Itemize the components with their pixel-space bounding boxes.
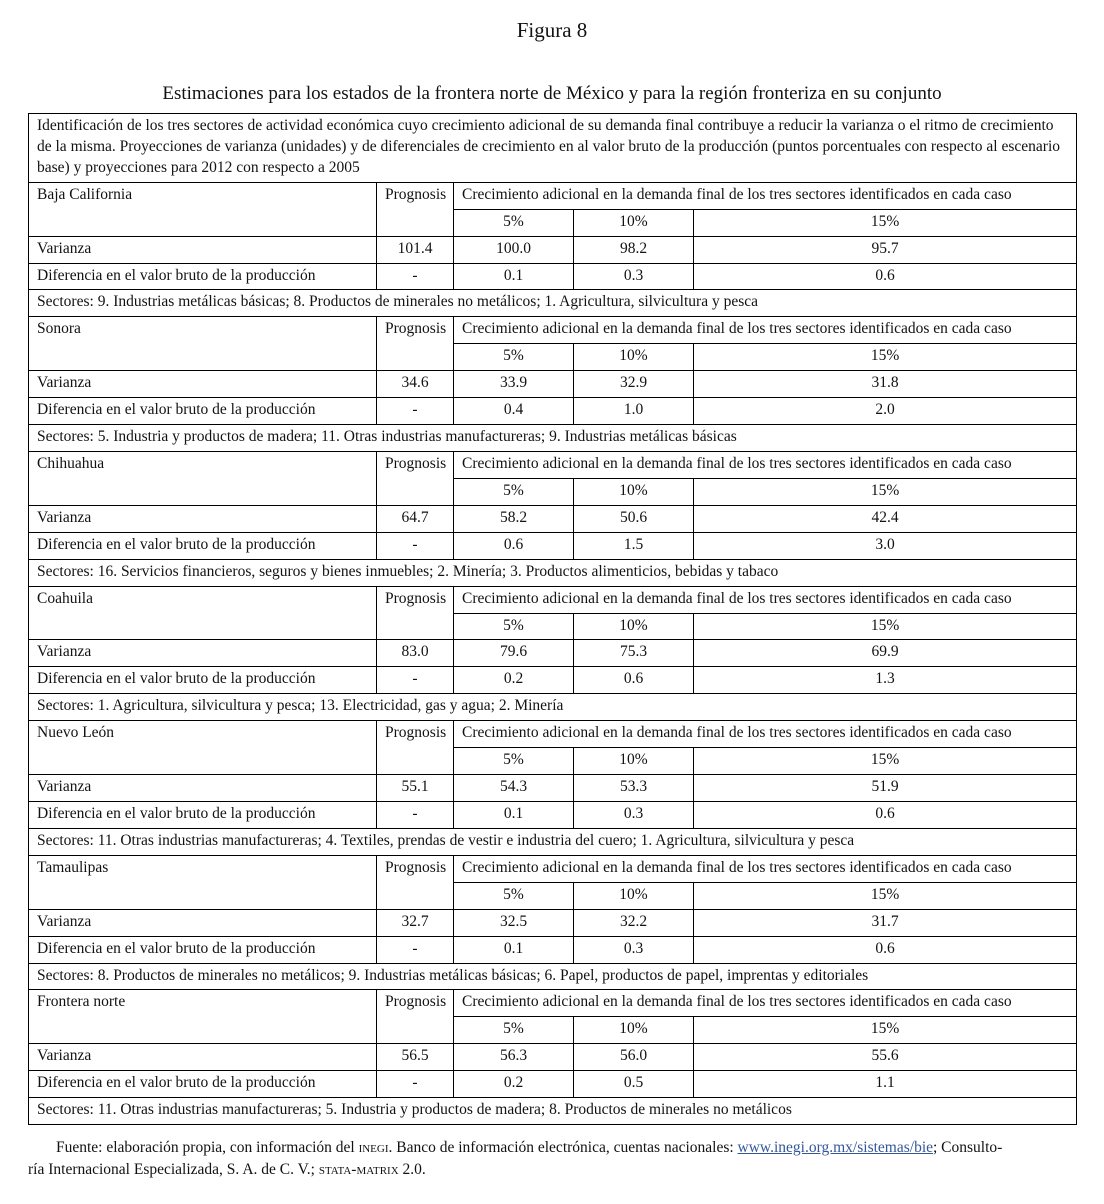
diferencia-5: 0.1 <box>454 801 574 828</box>
diferencia-label: Diferencia en el valor bruto de la producción <box>29 263 377 290</box>
table-row <box>29 828 1077 855</box>
pct-header-10: 10% <box>574 882 694 909</box>
figure-label: Figura 8 <box>516 18 588 42</box>
pct-header-15: 15% <box>694 882 1077 909</box>
diferencia-10: 0.3 <box>574 936 694 963</box>
growth-header: Crecimiento adicional en la demanda final de los tres sectores identificados en cada caso <box>454 586 1077 613</box>
prognosis-label: Prognosis <box>377 855 454 909</box>
region-cell: Chihuahua <box>29 451 377 505</box>
diferencia-5: 0.4 <box>454 398 574 425</box>
varianza-15: 31.8 <box>694 371 1077 398</box>
varianza-15: 31.7 <box>694 909 1077 936</box>
varianza-15: 95.7 <box>694 236 1077 263</box>
prognosis-label: Prognosis <box>377 721 454 775</box>
diferencia-prognosis: - <box>377 532 454 559</box>
region-cell: Frontera norte <box>29 990 377 1044</box>
varianza-prognosis: 101.4 <box>377 236 454 263</box>
pct-header-10: 10% <box>574 748 694 775</box>
varianza-5: 54.3 <box>454 775 574 802</box>
diferencia-prognosis: - <box>377 398 454 425</box>
diferencia-label: Diferencia en el valor bruto de la producción <box>29 801 377 828</box>
diferencia-15: 1.3 <box>694 667 1077 694</box>
table-row <box>29 425 1077 452</box>
prognosis-label: Prognosis <box>377 317 454 371</box>
source-text: ría Internacional Especializada, S. A. de C. V.; <box>28 1160 319 1178</box>
varianza-prognosis: 56.5 <box>377 1044 454 1071</box>
diferencia-15: 0.6 <box>694 801 1077 828</box>
table-row <box>29 451 1077 478</box>
varianza-5: 58.2 <box>454 505 574 532</box>
varianza-10: 56.0 <box>574 1044 694 1071</box>
table-row <box>29 398 1077 425</box>
sectores-cell: Sectores: 1. Agricultura, silvicultura y pesca; 13. Electricidad, gas y agua; 2. Minería <box>29 694 1077 721</box>
growth-header: Crecimiento adicional en la demanda final de los tres sectores identificados en cada caso <box>454 451 1077 478</box>
estimates-table <box>28 113 1077 1125</box>
growth-header: Crecimiento adicional en la demanda final de los tres sectores identificados en cada caso <box>454 990 1077 1017</box>
diferencia-15: 0.6 <box>694 936 1077 963</box>
table-row <box>29 990 1077 1017</box>
stata-matrix-label: stata-matrix <box>318 1160 399 1178</box>
varianza-15: 42.4 <box>694 505 1077 532</box>
varianza-10: 32.9 <box>574 371 694 398</box>
table-row <box>29 721 1077 748</box>
prognosis-label: Prognosis <box>377 182 454 236</box>
varianza-5: 32.5 <box>454 909 574 936</box>
diferencia-5: 0.1 <box>454 263 574 290</box>
pct-header-10: 10% <box>574 344 694 371</box>
inegi-label: inegi <box>358 1139 389 1157</box>
pct-header-15: 15% <box>694 613 1077 640</box>
table-row <box>29 1044 1077 1071</box>
pct-header-10: 10% <box>574 613 694 640</box>
pct-header-15: 15% <box>694 1017 1077 1044</box>
table-row <box>29 532 1077 559</box>
table-row <box>29 936 1077 963</box>
diferencia-label: Diferencia en el valor bruto de la producción <box>29 667 377 694</box>
growth-header: Crecimiento adicional en la demanda final de los tres sectores identificados en cada caso <box>454 855 1077 882</box>
diferencia-5: 0.2 <box>454 667 574 694</box>
varianza-label: Varianza <box>29 909 377 936</box>
diferencia-15: 3.0 <box>694 532 1077 559</box>
varianza-5: 79.6 <box>454 640 574 667</box>
varianza-label: Varianza <box>29 505 377 532</box>
growth-header: Crecimiento adicional en la demanda final de los tres sectores identificados en cada caso <box>454 721 1077 748</box>
diferencia-prognosis: - <box>377 667 454 694</box>
pct-header-10: 10% <box>574 1017 694 1044</box>
varianza-5: 100.0 <box>454 236 574 263</box>
diferencia-label: Diferencia en el valor bruto de la producción <box>29 1071 377 1098</box>
pct-header-10: 10% <box>574 478 694 505</box>
table-row <box>29 114 1077 183</box>
pct-header-15: 15% <box>694 748 1077 775</box>
sectores-cell: Sectores: 11. Otras industrias manufactureras; 4. Textiles, prendas de vestir e industria del cuero; 1. Agricultura, silvicultura y pesca <box>29 828 1077 855</box>
region-cell: Baja California <box>29 182 377 236</box>
diferencia-10: 1.0 <box>574 398 694 425</box>
varianza-label: Varianza <box>29 775 377 802</box>
inegi-link[interactable]: www.inegi.org.mx/sistemas/bie <box>737 1139 933 1157</box>
varianza-prognosis: 55.1 <box>377 775 454 802</box>
pct-header-5: 5% <box>454 748 574 775</box>
pct-header-15: 15% <box>694 478 1077 505</box>
table-row <box>29 640 1077 667</box>
table-row <box>29 855 1077 882</box>
diferencia-10: 1.5 <box>574 532 694 559</box>
varianza-10: 32.2 <box>574 909 694 936</box>
table-row <box>29 1071 1077 1098</box>
varianza-5: 33.9 <box>454 371 574 398</box>
diferencia-label: Diferencia en el valor bruto de la producción <box>29 532 377 559</box>
diferencia-15: 1.1 <box>694 1071 1077 1098</box>
table-row <box>29 586 1077 613</box>
pct-header-15: 15% <box>694 344 1077 371</box>
growth-header: Crecimiento adicional en la demanda final de los tres sectores identificados en cada caso <box>454 317 1077 344</box>
growth-header: Crecimiento adicional en la demanda final de los tres sectores identificados en cada caso <box>454 182 1077 209</box>
diferencia-label: Diferencia en el valor bruto de la producción <box>29 398 377 425</box>
table-row <box>29 182 1077 209</box>
diferencia-prognosis: - <box>377 263 454 290</box>
table-row <box>29 505 1077 532</box>
varianza-prognosis: 32.7 <box>377 909 454 936</box>
region-cell: Tamaulipas <box>29 855 377 909</box>
table-row <box>29 290 1077 317</box>
pct-header-5: 5% <box>454 344 574 371</box>
diferencia-5: 0.2 <box>454 1071 574 1098</box>
pct-header-5: 5% <box>454 613 574 640</box>
table-row <box>29 1098 1077 1125</box>
diferencia-15: 0.6 <box>694 263 1077 290</box>
varianza-prognosis: 64.7 <box>377 505 454 532</box>
varianza-10: 50.6 <box>574 505 694 532</box>
diferencia-10: 0.3 <box>574 263 694 290</box>
sectores-cell: Sectores: 11. Otras industrias manufactureras; 5. Industria y productos de madera; 8. Productos de minerales no metálicos <box>29 1098 1077 1125</box>
varianza-label: Varianza <box>29 640 377 667</box>
table-row <box>29 559 1077 586</box>
diferencia-5: 0.6 <box>454 532 574 559</box>
pct-header-10: 10% <box>574 209 694 236</box>
pct-header-5: 5% <box>454 1017 574 1044</box>
region-cell: Sonora <box>29 317 377 371</box>
varianza-label: Varianza <box>29 236 377 263</box>
source-text: ; Consulto- <box>933 1139 1003 1157</box>
varianza-10: 53.3 <box>574 775 694 802</box>
diferencia-10: 0.3 <box>574 801 694 828</box>
pct-header-5: 5% <box>454 882 574 909</box>
varianza-15: 69.9 <box>694 640 1077 667</box>
diferencia-15: 2.0 <box>694 398 1077 425</box>
table-row <box>29 371 1077 398</box>
sectores-cell: Sectores: 5. Industria y productos de madera; 11. Otras industrias manufactureras; 9. Industrias metálicas básicas <box>29 425 1077 452</box>
table-row <box>29 909 1077 936</box>
prognosis-label: Prognosis <box>377 451 454 505</box>
region-cell: Coahuila <box>29 586 377 640</box>
varianza-label: Varianza <box>29 1044 377 1071</box>
table-row <box>29 317 1077 344</box>
table-row <box>29 263 1077 290</box>
page-title: Estimaciones para los estados de la frontera norte de México y para la región fronteriza en su conjunto <box>162 83 942 104</box>
varianza-10: 75.3 <box>574 640 694 667</box>
diferencia-10: 0.5 <box>574 1071 694 1098</box>
diferencia-10: 0.6 <box>574 667 694 694</box>
sectores-cell: Sectores: 8. Productos de minerales no metálicos; 9. Industrias metálicas básicas; 6. Papel, productos de papel, imprentas y editoriales <box>29 963 1077 990</box>
prognosis-label: Prognosis <box>377 586 454 640</box>
table-row <box>29 963 1077 990</box>
diferencia-prognosis: - <box>377 936 454 963</box>
region-cell: Nuevo León <box>29 721 377 775</box>
table-description: Identificación de los tres sectores de actividad económica cuyo crecimiento adicional de su demanda final contribuye a reducir la varianza o el ritmo de crecimiento de la misma. Proyecciones de varianza (unidades) y de diferenciales de crecimiento en al valor bruto de la producción (puntos porcentuales con respecto al escenario base) y proyecciones para 2012 con respecto a 2005 <box>29 114 1077 183</box>
varianza-prognosis: 83.0 <box>377 640 454 667</box>
varianza-15: 51.9 <box>694 775 1077 802</box>
source-text: . Banco de información electrónica, cuentas nacionales: <box>388 1139 738 1157</box>
source-text: 2.0. <box>398 1160 426 1178</box>
sectores-cell: Sectores: 9. Industrias metálicas básicas; 8. Productos de minerales no metálicos; 1. Agricultura, silvicultura y pesca <box>29 290 1077 317</box>
sectores-cell: Sectores: 16. Servicios financieros, seguros y bienes inmuebles; 2. Minería; 3. Productos alimenticios, bebidas y tabaco <box>29 559 1077 586</box>
varianza-label: Varianza <box>29 371 377 398</box>
varianza-prognosis: 34.6 <box>377 371 454 398</box>
table-row <box>29 667 1077 694</box>
table-row <box>29 236 1077 263</box>
pct-header-5: 5% <box>454 478 574 505</box>
diferencia-5: 0.1 <box>454 936 574 963</box>
varianza-15: 55.6 <box>694 1044 1077 1071</box>
diferencia-label: Diferencia en el valor bruto de la producción <box>29 936 377 963</box>
source-text: Fuente: elaboración propia, con información del <box>56 1139 359 1157</box>
diferencia-prognosis: - <box>377 1071 454 1098</box>
pct-header-5: 5% <box>454 209 574 236</box>
source-note <box>28 1137 1076 1180</box>
prognosis-label: Prognosis <box>377 990 454 1044</box>
varianza-10: 98.2 <box>574 236 694 263</box>
pct-header-15: 15% <box>694 209 1077 236</box>
diferencia-prognosis: - <box>377 801 454 828</box>
table-row <box>29 694 1077 721</box>
table-row <box>29 801 1077 828</box>
table-row <box>29 775 1077 802</box>
varianza-5: 56.3 <box>454 1044 574 1071</box>
